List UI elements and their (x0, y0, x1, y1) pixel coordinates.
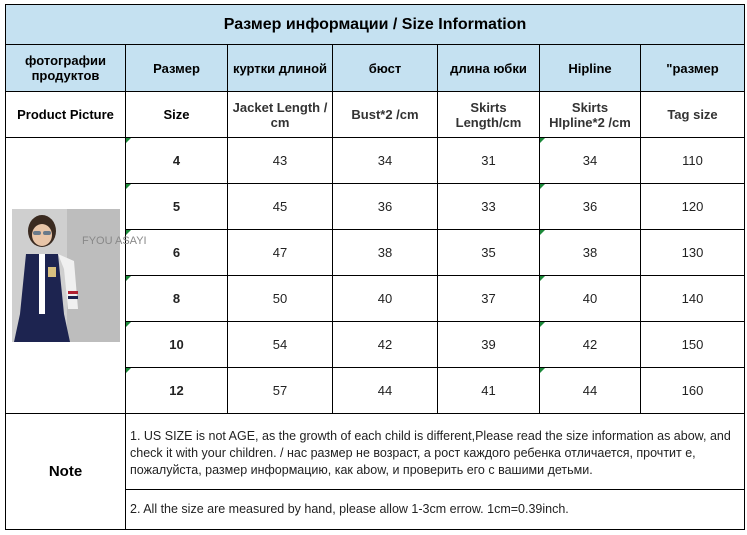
cell-bust: 34 (333, 138, 438, 184)
cell-marker-icon (126, 368, 131, 373)
cell-bust: 40 (333, 276, 438, 322)
cell-marker-icon (126, 230, 131, 235)
header-row-en (6, 92, 745, 138)
cell-hipline: 38 (540, 230, 641, 276)
cell-skirt-length: 39 (438, 322, 540, 368)
table-title: Размер информации / Size Information (6, 5, 745, 45)
header-row-ru (6, 45, 745, 92)
cell-bust: 36 (333, 184, 438, 230)
table-row (6, 138, 745, 184)
cell-tag: 160 (641, 368, 745, 414)
header-en-photo: Product Picture (6, 92, 126, 138)
header-en-bust: Bust*2 /cm (333, 92, 438, 138)
cell-bust: 44 (333, 368, 438, 414)
cell-skirt-length: 33 (438, 184, 540, 230)
cell-tag: 130 (641, 230, 745, 276)
header-ru-skirt: длина юбки (438, 45, 540, 92)
note-line-2: 2. All the size are measured by hand, please allow 1-3cm errow. 1cm=0.39inch. (126, 490, 745, 530)
cell-bust: 42 (333, 322, 438, 368)
cell-size: 4 (126, 138, 228, 184)
note-label: Note (6, 414, 126, 530)
header-en-size: Size (126, 92, 228, 138)
cell-hipline: 44 (540, 368, 641, 414)
cell-marker-icon (540, 276, 545, 281)
header-en-tag: Tag size (641, 92, 745, 138)
cell-skirt-length: 35 (438, 230, 540, 276)
header-en-hipline: Skirts HIpline*2 /cm (540, 92, 641, 138)
cell-jacket: 54 (228, 322, 333, 368)
cell-marker-icon (540, 138, 545, 143)
cell-size: 8 (126, 276, 228, 322)
cell-size: 10 (126, 322, 228, 368)
size-table (5, 4, 745, 530)
cell-hipline: 40 (540, 276, 641, 322)
cell-jacket: 47 (228, 230, 333, 276)
header-en-jacket: Jacket Length / cm (228, 92, 333, 138)
header-ru-hipline: Hipline (540, 45, 641, 92)
product-picture-cell (6, 138, 147, 414)
cell-hipline: 36 (540, 184, 641, 230)
note-line-1: 1. US SIZE is not AGE, as the growth of each child is different,Please read the size information as abow, and check it with your children. / нас размер не возраст, а рост каждого ребенка отличается, прочтит е, пожалуйста, размер информацию, как abow, и проверить его с вашими детьми. (126, 414, 745, 490)
cell-size: 6 (126, 230, 228, 276)
cell-hipline: 34 (540, 138, 641, 184)
cell-bust: 38 (333, 230, 438, 276)
cell-size: 5 (126, 184, 228, 230)
cell-marker-icon (126, 276, 131, 281)
cell-tag: 140 (641, 276, 745, 322)
header-ru-size: Размер (126, 45, 228, 92)
cell-jacket: 50 (228, 276, 333, 322)
cell-marker-icon (540, 230, 545, 235)
photo-bg-text: FYOU ASAYI (81, 235, 147, 247)
cell-size: 12 (126, 368, 228, 414)
cell-jacket: 57 (228, 368, 333, 414)
header-ru-bust: бюст (333, 45, 438, 92)
cell-marker-icon (540, 184, 545, 189)
header-ru-photo: фотографии продуктов (6, 45, 126, 92)
note-row-1 (6, 414, 745, 490)
product-photo (12, 209, 147, 342)
cell-jacket: 43 (228, 138, 333, 184)
cell-marker-icon (540, 368, 545, 373)
cell-jacket: 45 (228, 184, 333, 230)
cell-skirt-length: 31 (438, 138, 540, 184)
cell-tag: 150 (641, 322, 745, 368)
cell-tag: 110 (641, 138, 745, 184)
header-ru-tag: "размер (641, 45, 745, 92)
cell-skirt-length: 41 (438, 368, 540, 414)
cell-marker-icon (126, 138, 131, 143)
cell-marker-icon (126, 184, 131, 189)
header-en-skirt: Skirts Length/cm (438, 92, 540, 138)
header-ru-jacket: куртки длиной (228, 45, 333, 92)
cell-marker-icon (540, 322, 545, 327)
cell-marker-icon (126, 322, 131, 327)
cell-tag: 120 (641, 184, 745, 230)
cell-hipline: 42 (540, 322, 641, 368)
cell-skirt-length: 37 (438, 276, 540, 322)
